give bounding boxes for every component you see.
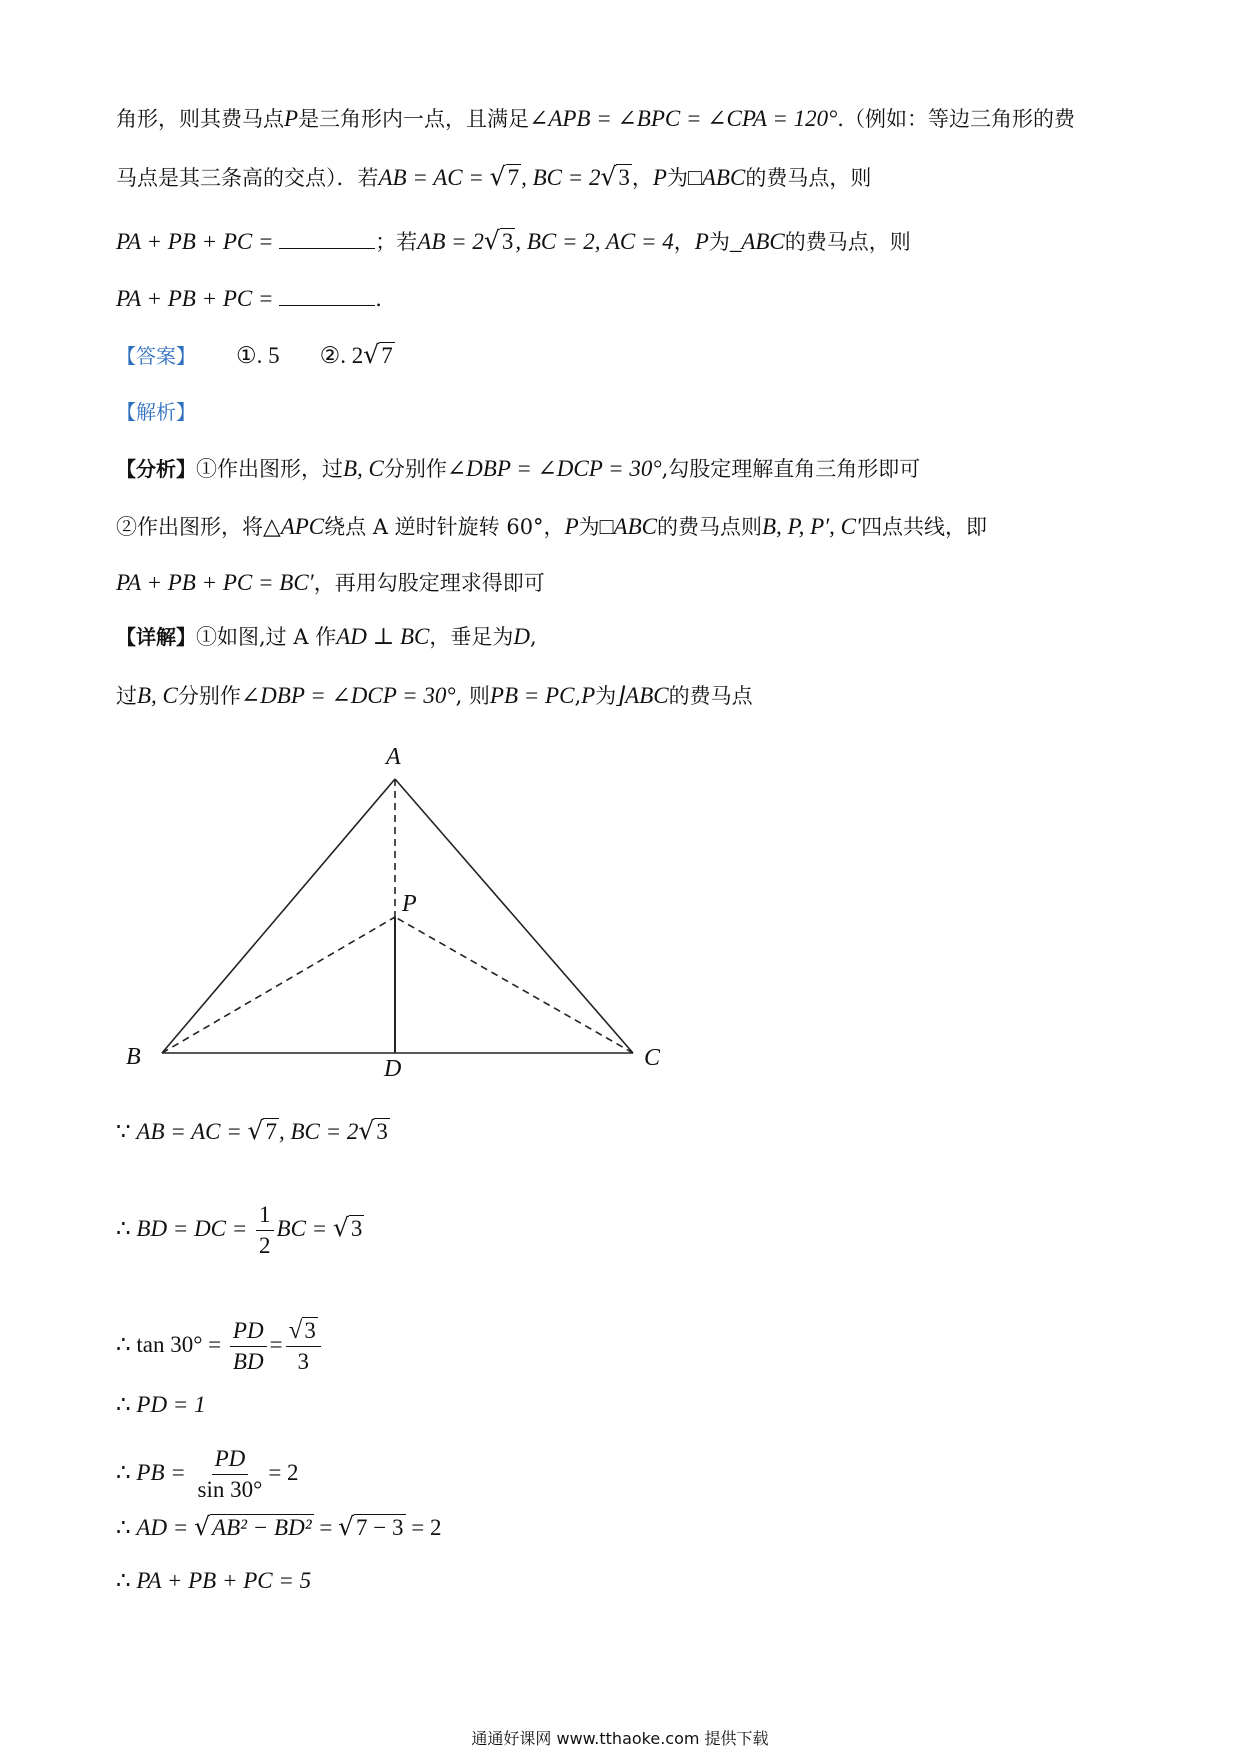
analysis-line-2 xyxy=(116,512,987,542)
text: ①作出图形，过 xyxy=(196,457,343,481)
radicand: AB² − BD² xyxy=(212,1515,312,1540)
point-label: P xyxy=(694,229,709,254)
text: 为 xyxy=(708,230,730,254)
math: AB = 2 xyxy=(417,229,484,254)
sqrt-symbol: √ xyxy=(194,1512,211,1541)
sqrt-symbol: √ xyxy=(247,1116,264,1145)
sqrt-symbol: √ xyxy=(489,162,506,191)
math: PA + PB + PC = BC′ xyxy=(116,570,314,595)
math: AB = AC = xyxy=(378,165,490,190)
problem-line-2 xyxy=(116,162,871,193)
problem-line-3 xyxy=(116,226,911,257)
step-2 xyxy=(116,1200,364,1261)
text: 分别作 xyxy=(383,457,447,481)
math: , BC = 2 xyxy=(521,165,601,190)
math: = 2 xyxy=(268,1460,299,1485)
text: ①如图,过 A 作 xyxy=(196,625,337,649)
equals: = xyxy=(313,1515,339,1540)
label-a: A xyxy=(386,744,401,770)
radicand: 7 xyxy=(381,343,393,368)
math: B, C xyxy=(137,683,178,708)
text: 马点是其三条高的交点）．若 xyxy=(116,166,379,190)
sqrt-symbol: √ xyxy=(332,1213,349,1242)
text: 为 xyxy=(578,515,600,539)
denominator: 2 xyxy=(259,1233,271,1258)
detail-label: 【详解】 xyxy=(116,625,196,649)
detail-line-2 xyxy=(116,681,753,711)
text: 是三角形内一点，且满足 xyxy=(298,107,530,131)
angle-equation: ∠APB = ∠BPC = ∠CPA = 120° xyxy=(529,106,838,131)
denominator: BD xyxy=(232,1349,264,1374)
math: PD = 1 xyxy=(136,1392,206,1417)
step-1 xyxy=(116,1116,390,1147)
math: B, P, P′, C′ xyxy=(761,514,862,539)
math: PB = PC xyxy=(489,683,575,708)
analysis-tag: 【解析】 xyxy=(116,400,196,424)
text: , xyxy=(530,625,537,649)
math: △APC xyxy=(263,514,325,539)
text: ②作出图形，将 xyxy=(116,515,263,539)
label-c: C xyxy=(644,1045,661,1071)
denominator: 3 xyxy=(297,1349,309,1374)
step-3 xyxy=(116,1316,324,1377)
text: ；若 xyxy=(375,230,418,254)
radicand: 3 xyxy=(350,1216,363,1241)
point-label: P xyxy=(284,106,299,131)
therefore-symbol: ∴ xyxy=(116,1332,137,1357)
math: PA + PB + PC = 5 xyxy=(136,1568,312,1593)
analysis-line-1 xyxy=(116,454,920,484)
math: PB = xyxy=(136,1460,192,1485)
math: PA + PB + PC = xyxy=(116,229,280,254)
therefore-symbol: ∴ xyxy=(116,1568,137,1593)
math: BD = DC = xyxy=(136,1216,254,1241)
text: ， xyxy=(673,230,695,254)
answer-1: ①. 5 xyxy=(236,343,280,368)
triangle-label: ⌋ABC xyxy=(616,683,669,708)
fraction xyxy=(286,1316,321,1377)
label-b: B xyxy=(126,1044,141,1070)
triangle-label: _ABC xyxy=(729,229,785,254)
text: 分别作 xyxy=(177,684,241,708)
math: ∠DBP = ∠DCP = 30° xyxy=(446,456,662,481)
text: 为 xyxy=(595,684,617,708)
radicand: 3 xyxy=(304,1318,316,1343)
text: ，垂足为 xyxy=(429,625,514,649)
analysis-tag-line xyxy=(116,397,196,427)
fraction xyxy=(256,1200,274,1261)
fraction xyxy=(230,1316,267,1377)
numerator xyxy=(286,1316,321,1347)
math: = 2 xyxy=(405,1515,442,1540)
fraction xyxy=(195,1444,266,1505)
text: 的费马点，则 xyxy=(784,230,911,254)
sqrt-symbol: √ xyxy=(288,1317,303,1344)
text: 过 xyxy=(116,684,137,708)
sqrt-symbol: √ xyxy=(483,226,500,255)
text: .（例如：等边三角形的费 xyxy=(837,107,1075,131)
text: ,勾股定理解直角三角形即可 xyxy=(661,457,921,481)
point-label: P xyxy=(652,165,667,190)
math: AD = xyxy=(136,1515,195,1540)
point-label: D xyxy=(513,624,531,649)
label-d: D xyxy=(384,1056,402,1080)
radicand: 3 xyxy=(501,229,514,254)
step-5 xyxy=(116,1444,299,1505)
math: PA + PB + PC = xyxy=(116,286,280,311)
detail-line-1 xyxy=(116,622,537,652)
numerator: PD xyxy=(230,1316,267,1347)
page-footer: 通通好课网 www.tthaoke.com 提供下载 xyxy=(471,1729,769,1748)
therefore-symbol: ∴ xyxy=(116,1515,137,1540)
triangle-label: □ABC xyxy=(687,165,746,190)
text: ， xyxy=(631,166,653,190)
side-ab xyxy=(162,779,395,1053)
point-label: P xyxy=(581,683,596,708)
math: ∠DBP = ∠DCP = 30° xyxy=(240,683,456,708)
text: 的费马点则 xyxy=(656,515,762,539)
text: 四点共线，即 xyxy=(861,515,988,539)
step-4 xyxy=(116,1390,206,1420)
answer-blank-2 xyxy=(279,285,375,306)
math: , BC = 2, AC = 4 xyxy=(515,229,674,254)
step-7 xyxy=(116,1566,311,1596)
text: . xyxy=(375,287,382,311)
triangle-label: □ABC xyxy=(599,514,657,539)
triangle-figure xyxy=(110,735,680,1080)
step-6 xyxy=(116,1512,441,1543)
point-label: P xyxy=(564,514,579,539)
text: ，再用勾股定理求得即可 xyxy=(313,571,545,595)
sqrt-symbol: √ xyxy=(600,162,617,191)
math: B, C xyxy=(343,456,384,481)
answer-blank-1 xyxy=(279,228,375,249)
math: tan 30° = xyxy=(136,1332,227,1357)
answer-line xyxy=(116,340,395,371)
text: 的费马点 xyxy=(668,684,753,708)
math: BC = xyxy=(276,1216,333,1241)
segment-cp-dashed xyxy=(395,917,633,1053)
text: 的费马点，则 xyxy=(745,166,872,190)
therefore-symbol: ∴ xyxy=(116,1392,137,1417)
side-ac xyxy=(395,779,633,1053)
label-p: P xyxy=(402,891,417,917)
sqrt-symbol: √ xyxy=(358,1116,375,1145)
problem-line-1 xyxy=(116,104,1075,134)
radicand: 7 xyxy=(265,1119,277,1144)
analysis-label: 【分析】 xyxy=(116,457,196,481)
math: AD ⊥ BC xyxy=(336,624,430,649)
radicand: 3 xyxy=(376,1119,388,1144)
text: 角形，则其费马点 xyxy=(116,107,284,131)
because-symbol: ∵ xyxy=(116,1119,137,1144)
problem-line-4 xyxy=(116,284,382,314)
analysis-line-3 xyxy=(116,568,545,598)
therefore-symbol: ∴ xyxy=(116,1216,137,1241)
text: , 则 xyxy=(455,684,490,708)
math: , BC = 2 xyxy=(278,1119,359,1144)
answer-tag: 【答案】 xyxy=(116,344,196,368)
text: 绕点 A 逆时针旋转 60°， xyxy=(324,515,565,539)
sqrt-symbol: √ xyxy=(363,340,380,369)
text: 为 xyxy=(666,166,688,190)
radicand: 7 − 3 xyxy=(356,1515,404,1540)
therefore-symbol: ∴ xyxy=(116,1460,137,1485)
numerator: PD xyxy=(212,1444,249,1475)
segment-bp-dashed xyxy=(162,917,395,1053)
sqrt-symbol: √ xyxy=(338,1512,355,1541)
answer-2: ②. 2 xyxy=(319,343,364,368)
math: AB = AC = xyxy=(136,1119,248,1144)
radicand: 3 xyxy=(618,165,630,190)
denominator: sin 30° xyxy=(197,1477,263,1502)
radicand: 7 xyxy=(507,165,520,190)
equals: = xyxy=(269,1332,283,1357)
text: , xyxy=(574,684,582,708)
numerator: 1 xyxy=(256,1200,274,1231)
